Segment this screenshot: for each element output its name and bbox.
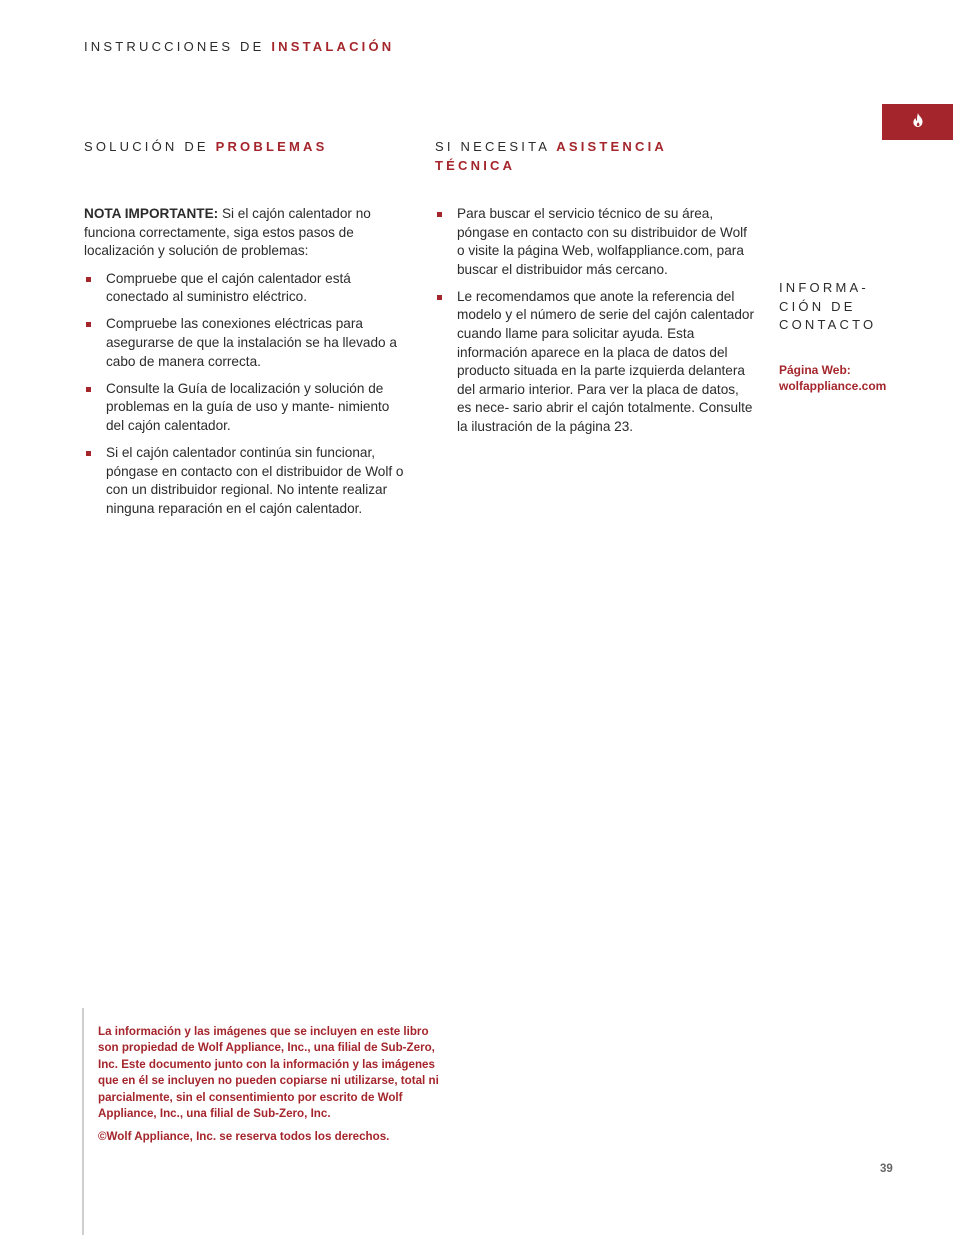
website-label: Página Web:: [779, 362, 851, 377]
list-item-text: Para buscar el servicio técnico de su área, póngase en contacto con su distribuidor de Wolf o visite la página Web, wolfappliance.com, para buscar el distribuidor más cercano.: [457, 206, 747, 277]
section-title-emphasis: ASISTENCIA: [556, 139, 667, 154]
section-title-technical-assistance: [435, 137, 667, 175]
sidebar-title-line: CIÓN DE: [779, 298, 856, 314]
section-title-prefix: SI NECESITA: [435, 139, 557, 154]
troubleshooting-column: [84, 205, 409, 527]
list-item: [84, 270, 409, 307]
bullet-square-icon: [86, 387, 91, 392]
important-note: [84, 205, 409, 261]
note-text: Si el cajón calentador no funciona correctamente, siga estos pasos de localización y solución de problemas:: [84, 206, 371, 259]
bullet-square-icon: [86, 322, 91, 327]
list-item: [435, 288, 755, 437]
assistance-list: [435, 205, 755, 437]
list-item: [84, 444, 409, 518]
header-emphasis: INSTALACIÓN: [271, 39, 395, 54]
section-title-troubleshooting: [84, 137, 327, 156]
legal-notice: La información y las imágenes que se incluyen en este libro son propiedad de Wolf Appliance, Inc., una filial de Sub-Zero, Inc. Este documento junto con la información y las imágenes que en él se incluyen no pueden copiarse ni utilizarse, total ni parcialmente, sin el consentimiento por escrito de Wolf Appliance, Inc., una filial de Sub-Zero, Inc.: [98, 1025, 439, 1121]
troubleshooting-list: [84, 270, 409, 519]
list-item: [435, 205, 755, 279]
website-info: [779, 362, 949, 395]
flame-icon: [912, 113, 924, 132]
section-title-prefix: SOLUCIÓN DE: [84, 139, 216, 154]
sidebar-title-line: CONTACTO: [779, 317, 877, 332]
footer-divider: [82, 1008, 84, 1235]
list-item-text: Consulte la Guía de localización y solución de problemas en la guía de uso y mante- nimiento del cajón calentador.: [106, 380, 390, 433]
bullet-square-icon: [86, 277, 91, 282]
list-item-text: Compruebe que el cajón calentador está conectado al suministro eléctrico.: [106, 270, 351, 305]
sidebar-title: [779, 279, 949, 335]
bullet-square-icon: [86, 451, 91, 456]
list-item-text: Si el cajón calentador continúa sin funcionar, póngase en contacto con el distribuidor de Wolf o con un distribuidor regional. No intente realizar ninguna reparación en el cajón calentador.: [106, 445, 404, 516]
copyright-notice: ©Wolf Appliance, Inc. se reserva todos los derechos.: [98, 1130, 390, 1144]
section-title-emphasis-line2: TÉCNICA: [435, 158, 516, 173]
list-item: [84, 380, 409, 436]
page-header: [84, 39, 394, 54]
list-item-text: Le recomendamos que anote la referencia del modelo y el número de serie del cajón calentador cuando llame para solicitar ayuda. Esta información aparece en la placa de datos del producto situada en la parte izquierda delantera del armario interior. Para ver la placa de datos, es nece- sario abrir el cajón totalmente. Consulte la ilustración de la página 23.: [457, 288, 754, 435]
bullet-square-icon: [437, 212, 442, 217]
list-item: [84, 315, 409, 371]
bullet-square-icon: [437, 295, 442, 300]
note-label: NOTA IMPORTANTE:: [84, 206, 219, 221]
section-title-emphasis: PROBLEMAS: [215, 139, 328, 154]
list-item-text: Compruebe las conexiones eléctricas para asegurarse de que la instalación se ha llevado a cabo de manera correcta.: [106, 316, 397, 369]
sidebar-title-line: INFORMA-: [779, 280, 869, 295]
assistance-column: [435, 205, 755, 445]
website-link[interactable]: wolfappliance.com: [779, 379, 887, 393]
section-tab: [882, 104, 953, 140]
contact-sidebar: [779, 279, 949, 395]
header-prefix: INSTRUCCIONES DE: [84, 39, 272, 54]
page-number: 39: [880, 1163, 893, 1175]
legal-footer: [98, 1024, 443, 1153]
